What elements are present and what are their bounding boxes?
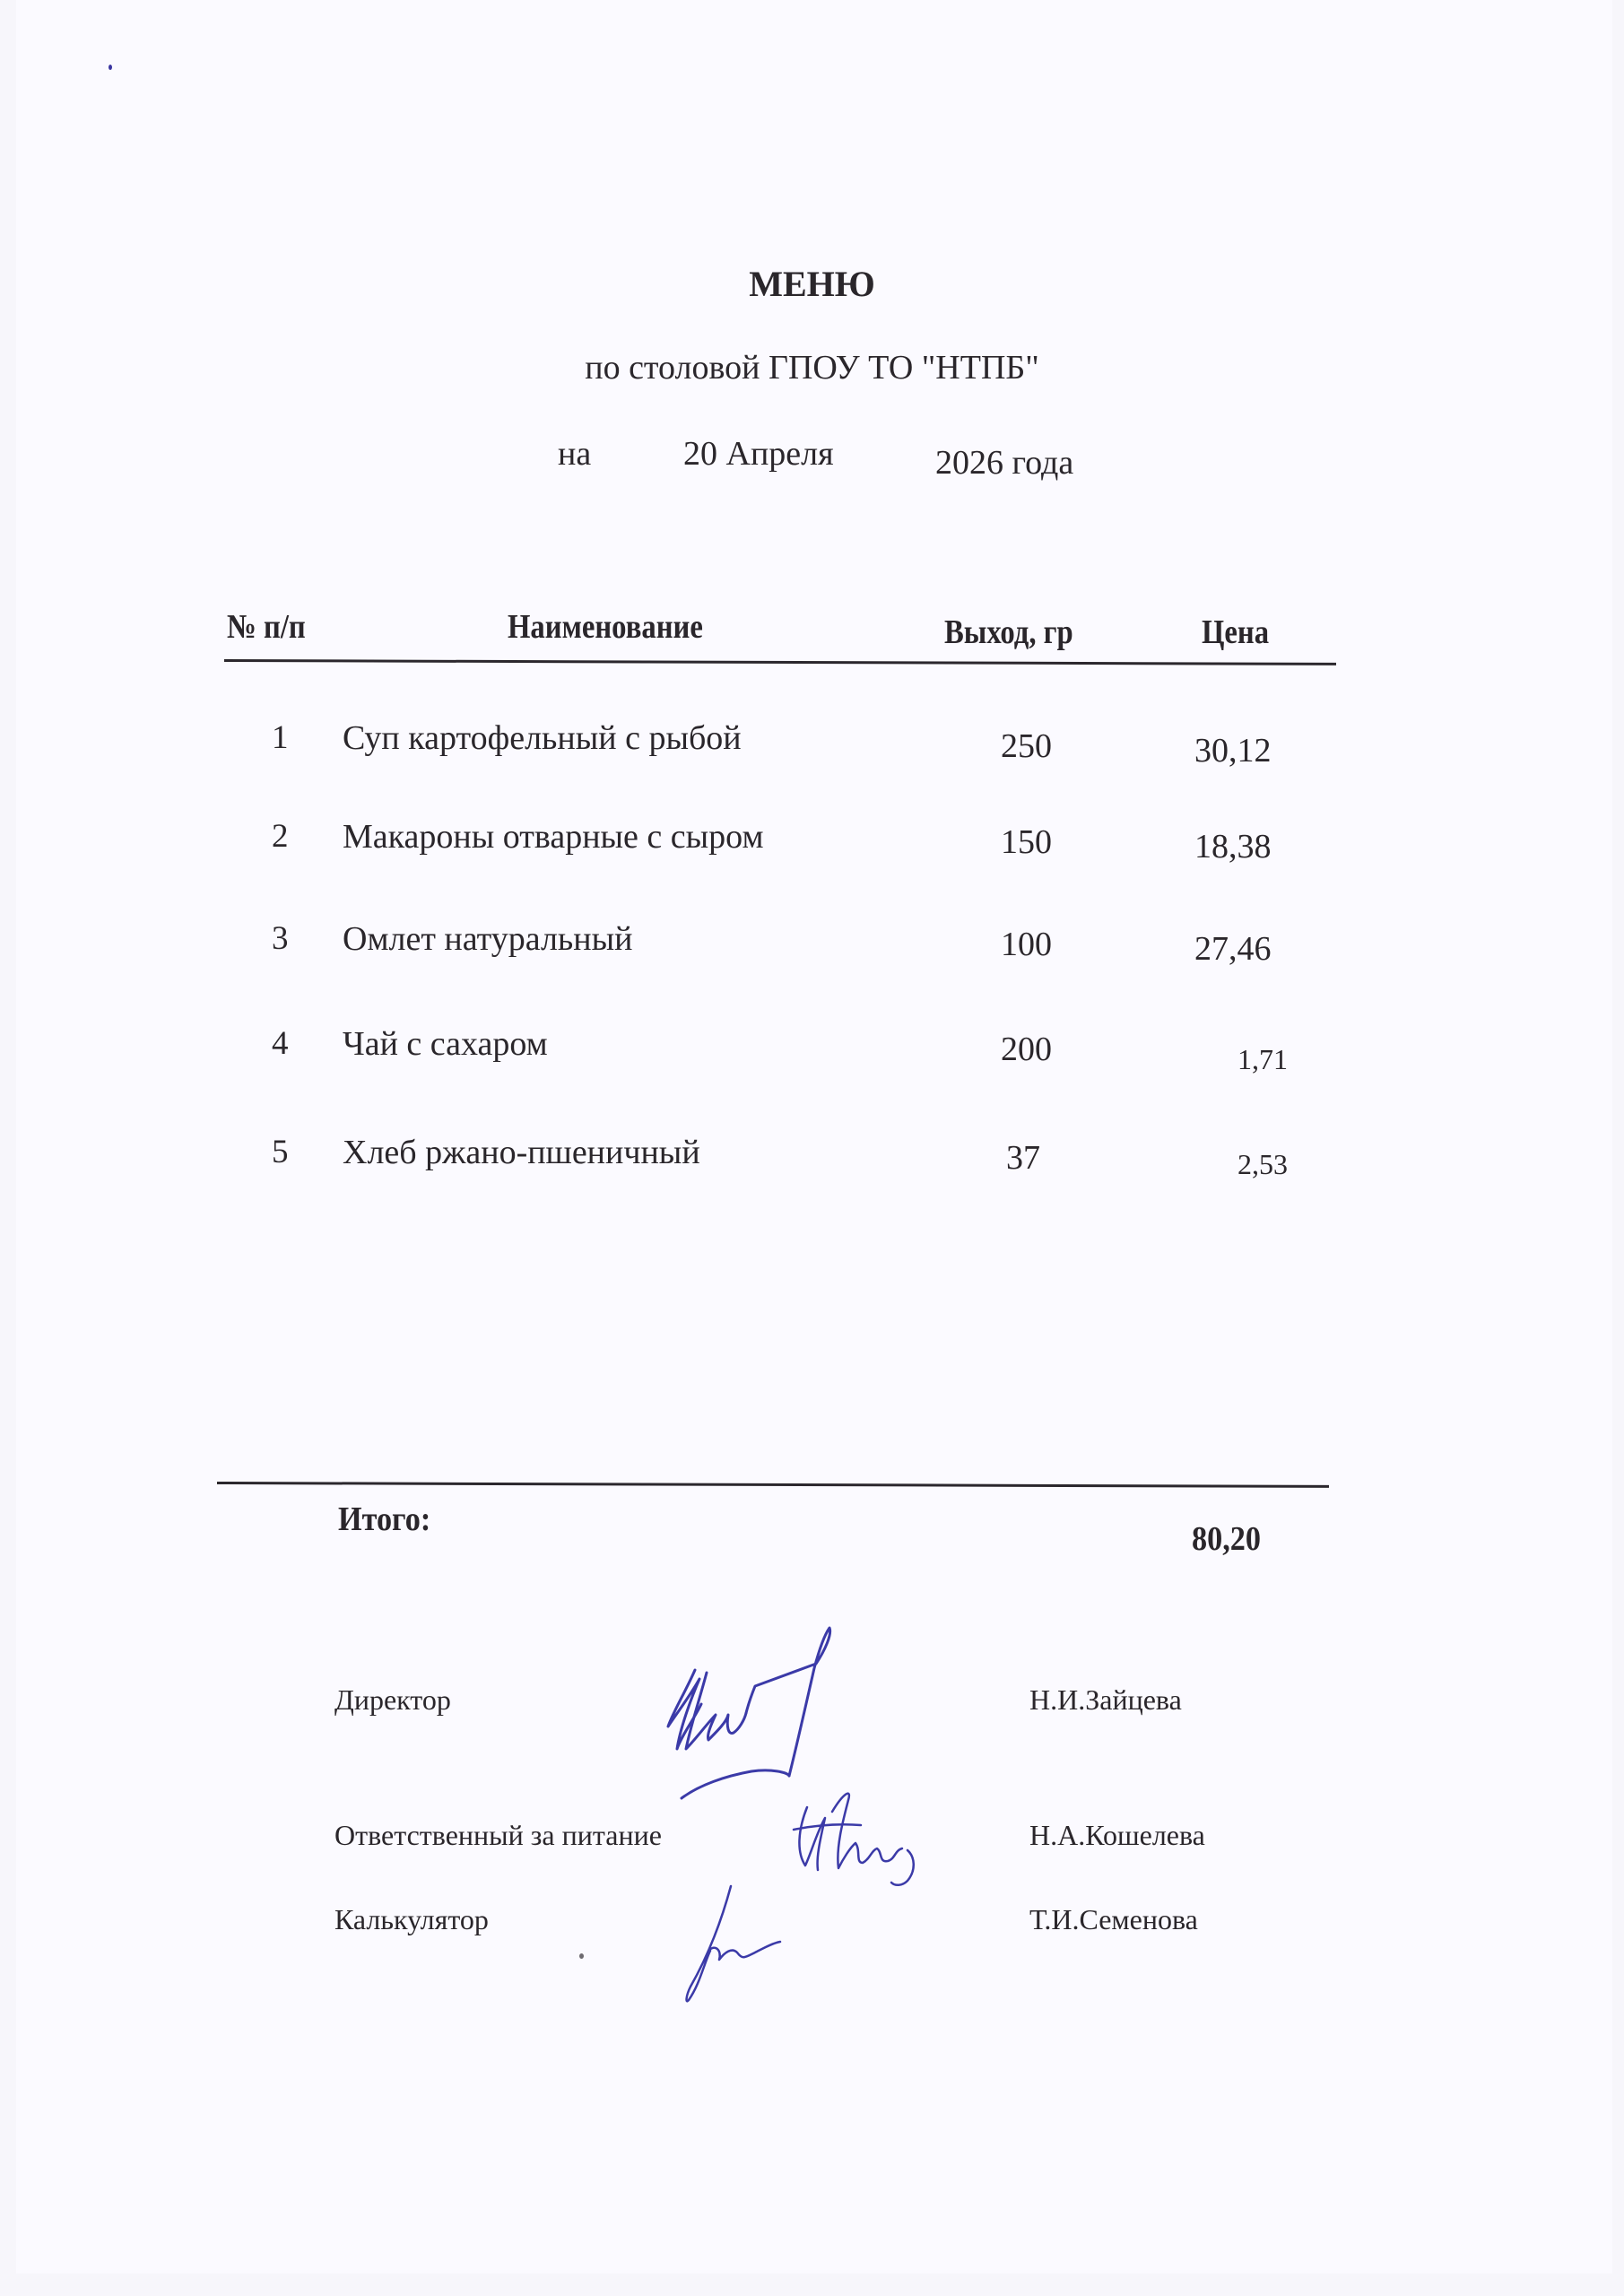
total-value: 80,20 (1192, 1520, 1261, 1558)
row-name: Чай с сахаром (343, 1025, 548, 1063)
row-name: Макароны отварные с сыром (343, 818, 764, 856)
calculator-signature-image (673, 1879, 816, 2013)
director-signature-image (646, 1614, 915, 1794)
row-yield: 37 (1006, 1139, 1040, 1177)
row-price: 27,46 (1194, 930, 1272, 968)
row-yield: 100 (1001, 926, 1052, 963)
signature-role-nutrition: Ответственный за питание (334, 1819, 662, 1851)
row-number: 2 (272, 818, 289, 855)
row-price: 18,38 (1194, 828, 1272, 865)
total-label: Итого: (338, 1500, 431, 1538)
row-yield: 200 (1001, 1031, 1052, 1068)
header-yield: Выход, гр (944, 613, 1073, 651)
header-number: № п/п (227, 608, 306, 646)
document-title: МЕНЮ (749, 264, 875, 304)
row-name: Хлеб ржано-пшеничный (343, 1134, 700, 1171)
row-yield: 150 (1001, 823, 1052, 861)
row-number: 1 (272, 719, 289, 756)
row-price: 1,71 (1238, 1043, 1288, 1075)
row-number: 3 (272, 920, 289, 957)
row-price: 2,53 (1238, 1148, 1288, 1180)
scan-speck (579, 1953, 584, 1959)
row-number: 5 (272, 1134, 289, 1170)
scan-speck (109, 65, 112, 70)
signature-role-calculator: Калькулятор (334, 1903, 489, 1935)
date-prefix: на (558, 435, 592, 473)
signature-name-nutrition: Н.А.Кошелева (1029, 1819, 1205, 1851)
date-day-month: 20 Апреля (683, 435, 834, 473)
row-name: Суп картофельный с рыбой (343, 719, 742, 757)
header-price: Цена (1202, 613, 1270, 651)
date-year: 2026 года (935, 444, 1074, 482)
row-price: 30,12 (1194, 732, 1272, 770)
row-number: 4 (272, 1025, 289, 1062)
signature-name-calculator: Т.И.Семенова (1029, 1903, 1198, 1935)
row-name: Омлет натуральный (343, 920, 633, 958)
document-subtitle: по столовой ГПОУ ТО "НТПБ" (585, 349, 1039, 387)
header-name: Наименование (508, 608, 703, 646)
signature-name-director: Н.И.Зайцева (1029, 1683, 1182, 1716)
row-yield: 250 (1001, 727, 1052, 765)
signature-role-director: Директор (334, 1683, 451, 1716)
